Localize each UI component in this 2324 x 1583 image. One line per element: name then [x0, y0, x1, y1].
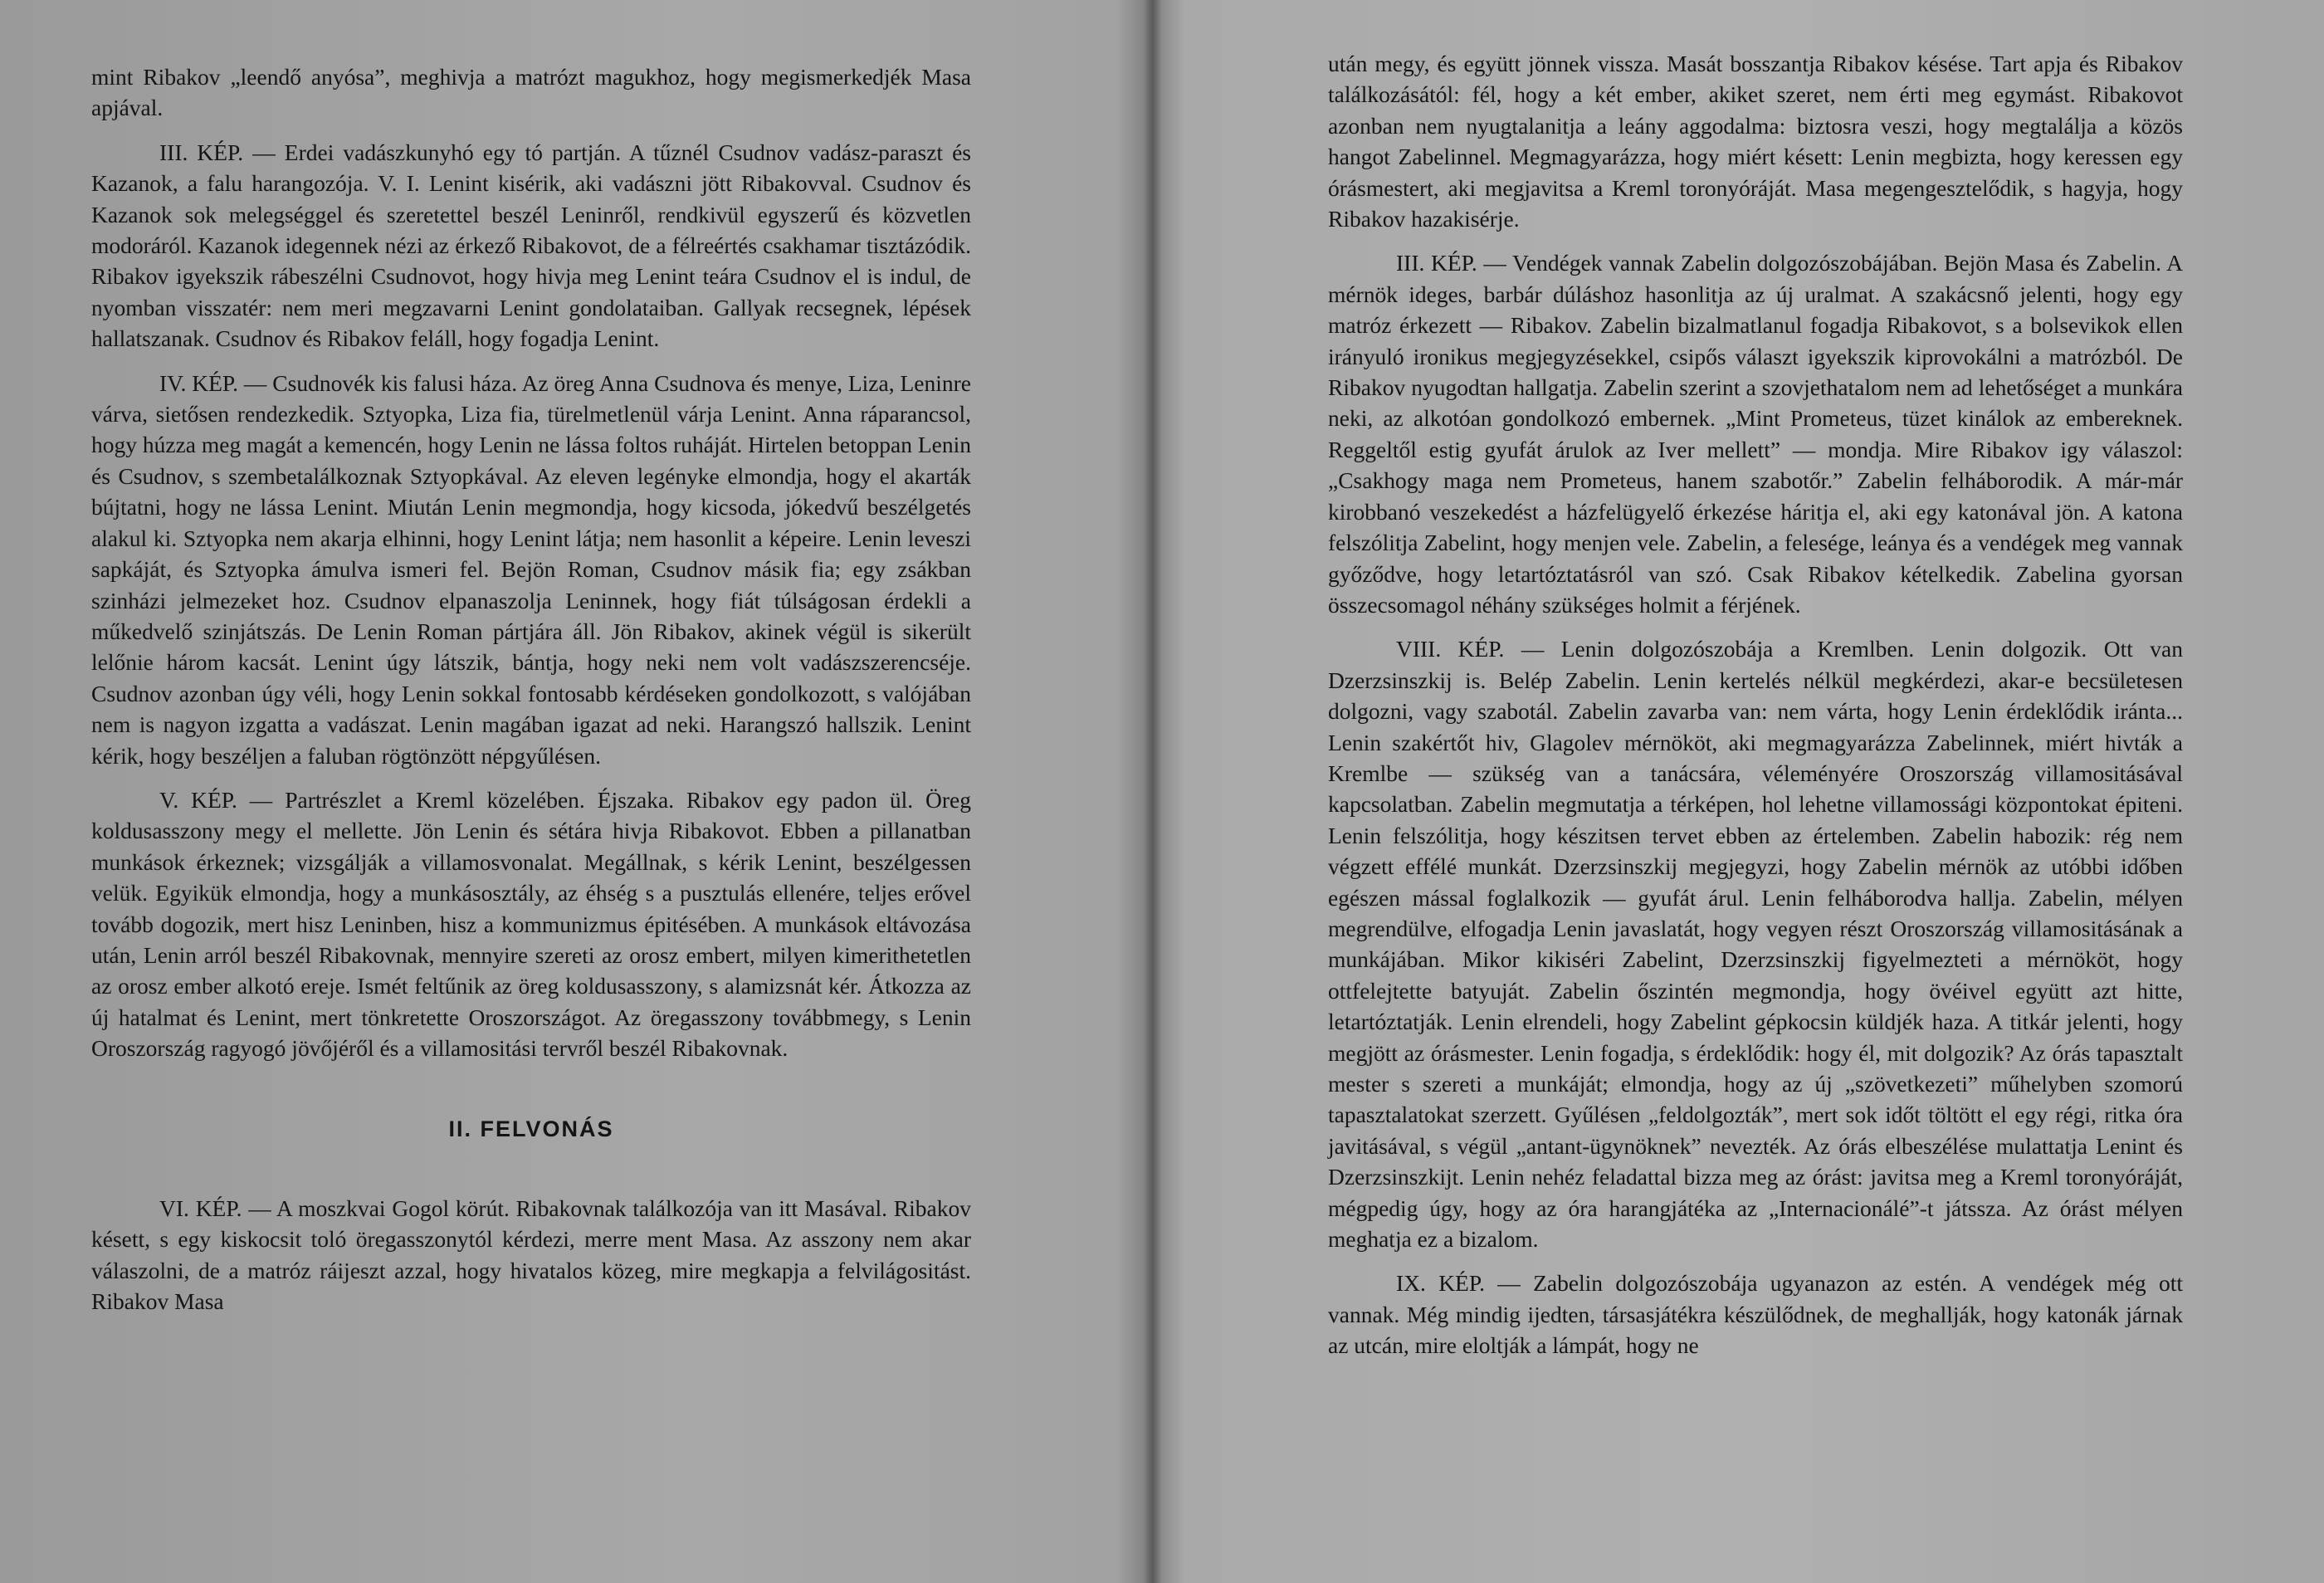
scene-7-paragraph: III. KÉP. — Vendégek vannak Zabelin dolgozószobájában. Bejön Masa és Zabelin. A mérnök ideges, barbár dúláshoz hasonlitja az új uralmat. A szakácsnő jelenti, hogy egy matróz érkezett — Ribakov. Zabelin bizalmatlanul fogadja Ribakovot, s a bolsevikok ellen irányuló ironikus megjegyzésekkel, csipős választ igyekszik kiprovokálni a matrózból. De Ribakov nyugodtan hallgatja. Zabelin szerint a szovjethatalom nem ad lehetőséget a munkára neki, az alkotóan gondolkozó embernek. „Mint Prometeus, tüzet kinálok az embereknek. Reggeltől estig gyufát árulok az Iver mellett” — mondja. Mire Ribakov igy válaszol: „Csakhogy maga nem Prometeus, hanem szabotőr.” Zabelin felháborodik. A már-már kirobbanó veszekedést a házfelügyelő érkezése háritja el, aki egy katonával jön. A katona felszólitja Zabelint, hogy menjen vele. Zabelin, a felesége, leánya és a vendégek meg vannak győződve, hogy letartóztatásról van szó. Csak Ribakov kételkedik. Zabelina gyorsan összecsomagol néhány szükséges holmit a férjének.	[1328, 250, 2183, 618]
scene-6-paragraph: VI. KÉP. — A moszkvai Gogol körút. Ribakovnak találkozója van itt Masával. Ribakov késett, s egy kiskocsit toló öregasszonytól kérdezi, merre ment Masa. Az asszony nem akar válaszolni, de a matróz ráijeszt azzal, hogy hivatalos közeg, mire megkapja a felvilágositást. Ribakov Masa	[91, 1195, 971, 1315]
intro-paragraph: mint Ribakov „leendő anyósa”, meghivja a matrózt magukhoz, hogy megismerkedjék Masa apjával.	[91, 64, 971, 121]
scene-3-paragraph: III. KÉP. — Erdei vadászkunyhó egy tó partján. A tűznél Csudnov vadász-paraszt és Kazanok, a falu harangozója. V. I. Lenint kisérik, aki vadászni jött Ribakovval. Csudnov és Kazanok sok melegséggel és szeretettel beszél Leninről, rendkivül egyszerű és közvetlen modoráról. Kazanok idegennek nézi az érkező Ribakovot, de a félreértés csakhamar tisztázódik. Ribakov igyekszik rábeszélni Csudnovot, hogy hivja meg Lenint teára Csudnov el is indul, de nyomban visszatér: nem meri megzavarni Lenint gondolataiban. Gallyak recsegnek, lépések hallatszanak. Csudnov és Ribakov feláll, hogy fogadja Lenint.	[91, 139, 971, 352]
act-title: II. FELVONÁS	[448, 1116, 614, 1141]
scene-9-paragraph: IX. KÉP. — Zabelin dolgozószobája ugyanazon az estén. A vendégek még ott vannak. Még mindig ijedten, társasjátékra készülődnek, de meghallják, hogy katonák járnak az utcán, mire eloltják a lámpát, hogy ne	[1328, 1270, 2183, 1359]
scene-8-paragraph: VIII. KÉP. — Lenin dolgozószobája a Kremlben. Lenin dolgozik. Ott van Dzerzsinszkij is. Belép Zabelin. Lenin kertelés nélkül megkérdezi, akar-e becsületesen dolgozni, vagy szabotál. Zabelin zavarba van: nem várta, hogy Lenin érdeklődik iránta... Lenin szakértőt hiv, Glagolev mérnököt, aki megmagyarázza Zabelinnek, miért hivták a Kremlbe — szükség van a tanácsára, véleményére Oroszország villamositásával kapcsolatban. Zabelin megmutatja a térképen, hol lehetne villamossági központokat épiteni. Lenin felszólitja, hogy készitsen tervet ebben az értelemben. Zabelin habozik: rég nem végzett effélé munkát. Dzerzsinszkij megjegyzi, hogy Zabelin mérnök az utóbbi időben egészen mással foglalkozik — gyufát árul. Lenin felháborodva hallja. Zabelin, mélyen megrendülve, elfogadja Lenin javaslatát, hogy vegyen részt Oroszország villamositásának a munkájában. Mikor kikiséri Zabelint, Dzerzsinszkij figyelmezteti a mérnököt, hogy ottfelejtette batyuját. Zabelin őszintén megmondja, hogy övéivel együtt azt hitte, letartóztatják. Lenin elrendeli, hogy Zabelint gépkocsin küldjék haza. A titkár jelenti, hogy megjött az órásmester. Lenin fogadja, s érdeklődik: hogy él, mit dolgozik? Az órás tapasztalt mester s szereti a munkáját; elmondja, hogy az új „szövetkezeti” műhelyben szomorú tapasztalatokat szerzett. Gyűlésen „feldolgozták”, mert sok időt töltött el egy régi, ritka óra javitásával, s végül „antant-ügynöknek” nevezték. Az órás elbeszélése mulattatja Lenint és Dzerzsinszkijt. Lenin nehéz feladattal bizza meg az órást: javitsa meg a Kreml toronyóráját, mégpedig úgy, hogy az óra harangjátéka az „Internacionálé”-t játssza. Az órást mélyen meghatja ez a bizalom.	[1328, 636, 2183, 1253]
continuation-paragraph: után megy, és együtt jönnek vissza. Masát bosszantja Ribakov késése. Tart apja és Ribakov találkozásától: fél, hogy a két ember, akiket szeret, nem érti meg egymást. Ribakovot azonban nem nyugtalanitja a leány aggodalma: biztosra veszi, hogy megtalálja a közös hangot Zabelinnel. Megmagyarázza, hogy miért késett: Lenin megbizta, hogy keressen egy órásmestert, aki megjavitsa a Kreml toronyóráját. Masa megengesztelődik, s hagyja, hogy Ribakov hazakisérje.	[1328, 51, 2183, 232]
book-gutter	[1144, 0, 1162, 1583]
scene-4-paragraph: IV. KÉP. — Csudnovék kis falusi háza. Az öreg Anna Csudnova és menye, Liza, Leninre várva, sietősen rendezkedik. Sztyopka, Liza fia, türelmetlenül várja Lenint. Anna ráparancsol, hogy húzza meg magát a kemencén, hogy Lenin ne lássa foltos ruháját. Hirtelen betoppan Lenin és Csudnov, s szembetalálkoznak Sztyopkával. Az eleven legényke elmondja, hogy el akarták bújtatni, hogy ne lássa Lenint. Miután Lenin megmondja, hogy kicsoda, jókedvű beszélgetés alakul ki. Sztyopka nem akarja elhinni, hogy Lenint látja; nem hasonlit a képeire. Lenin leveszi sapkáját, és Sztyopka ámulva ismeri fel. Bejön Roman, Csudnov másik fia; egy zsákban szinházi jelmezeket hoz. Csudnov elpanaszolja Leninnek, hogy fiát túlságosan érdekli a műkedvelő szinjátszás. De Lenin Roman pártjára áll. Jön Ribakov, akinek végül is sikerült lelőnie három kacsát. Lenint úgy látszik, bántja, hogy neki nem volt vadászszerencséje. Csudnov azonban úgy véli, hogy Lenin sokkal fontosabb kérdéseken gondolkozott, s valójában nem is nagyon izgatta a vadászat. Lenin magában igazat ad neki. Harangszó hallszik. Lenint kérik, hogy beszéljen a faluban rögtönzött népgyűlésen.	[91, 369, 971, 769]
right-page	[1328, 0, 2183, 1583]
scene-5-paragraph: V. KÉP. — Partrészlet a Kreml közelében. Éjszaka. Ribakov egy padon ül. Öreg koldusasszony megy el mellette. Jön Lenin és sétára hivja Ribakovot. Ebben a pillanatban munkások érkeznek; vizsgálják a villamosvonalat. Megállnak, s kérik Lenint, beszélgessen velük. Egyikük elmondja, hogy a munkásosztály, az éhség s a pusztulás ellenére, teljes erővel tovább dogozik, mert hisz Leninben, hisz a kommunizmus épitésében. A munkások eltávozása után, Lenin arról beszél Ribakovnak, mennyire szereti az orosz embert, milyen kimerithetetlen az orosz ember alkotó ereje. Ismét feltűnik az öreg koldusasszony, s alamizsnát kér. Átkozza az új hatalmat és Lenint, mert tönkretette Oroszországot. Az öregasszony továbbmegy, s Lenin Oroszország ragyogó jövőjéről és a villamositási tervről beszél Ribakovnak.	[91, 786, 971, 1062]
left-page	[91, 0, 971, 1583]
